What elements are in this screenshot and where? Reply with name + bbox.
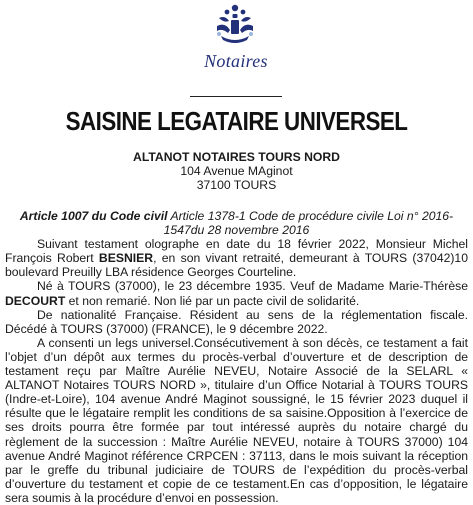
notaires-emblem-icon [209, 4, 261, 48]
divider-rule [190, 96, 282, 97]
notice-body [5, 209, 468, 505]
legal-reference-rest: Article 1378-1 Code de procédure civile Loi n° 2016-1547du 28 novembre 2016 [163, 209, 454, 238]
office-name-text: ALTANOT NOTAIRES TOURS NORD [133, 150, 340, 164]
office-street: 104 Avenue MAginot [180, 164, 293, 178]
paragraph-legacy: A consenti un legs universel.Consécutivement à son décès, ce testament a fait l’objet d’un dépôt aux termes du procès-verbal d’ouverture et de description de testament reçu par Maître Aurélie NEVEU, Notaire Associé de la SELARL « ALTANOT Notaires TOURS NORD », titulaire d’un Office Notarial à TOURS TOURS (Indre-et-Loire), 104 avenue André Maginot soussigné, le 15 février 2023 duquel il résulte que le légataire remplit les conditions de sa saisine.Opposition à l’exercice de ses droits pourra être formée par tout intéressé auprès du notaire chargé du règlement de la succession : Maître Aurélie NEVEU, notaire à TOURS 37000) 104 avenue André Maginot référence CRPCEN : 37113, dans le mois suivant la réception par le greffe du tribunal judiciaire de TOURS de l’expédition du procès-verbal d’ouverture du testament et copie de ce testament.En cas d’opposition, le légataire sera soumis à la procédure d’envoi en possession. [5, 335, 468, 505]
legal-reference-bold: Article 1007 du Code civil [19, 209, 168, 223]
office-name [0, 150, 473, 164]
paragraph-nationality: De nationalité Française. Résident au sens de la réglementation fiscale. Décédé à TOURS (37000) (FRANCE), le 9 décembre 2022. [5, 307, 468, 336]
notaires-wordmark: Notaires [204, 51, 268, 71]
notaires-logo [176, 4, 296, 84]
paragraph-text: et non remarié. Non lié par un pacte civil de solidarité. [65, 293, 360, 308]
paragraph-text: Né à TOURS (37000), le 23 décembre 1935. Veuf de Madame Marie-Thérèse [37, 279, 468, 294]
paragraph-text: , en son vivant retraité, demeurant à TOURS (37042)10 boulevard Preuilly LBA résidence Georges Courteline. [5, 251, 468, 280]
paragraph-birth [5, 279, 468, 307]
legal-reference [5, 209, 468, 237]
paragraph-testament [5, 237, 468, 279]
office-city: 37100 TOURS [196, 178, 277, 192]
page-title: SAISINE LEGATAIRE UNIVERSEL [65, 106, 408, 136]
spouse-surname: DECOURT [5, 293, 66, 308]
deceased-surname: BESNIER [98, 251, 154, 266]
paragraph-text: Suivant testament olographe en date du 18 février 2022, Monsieur Michel François Robert [5, 237, 468, 266]
